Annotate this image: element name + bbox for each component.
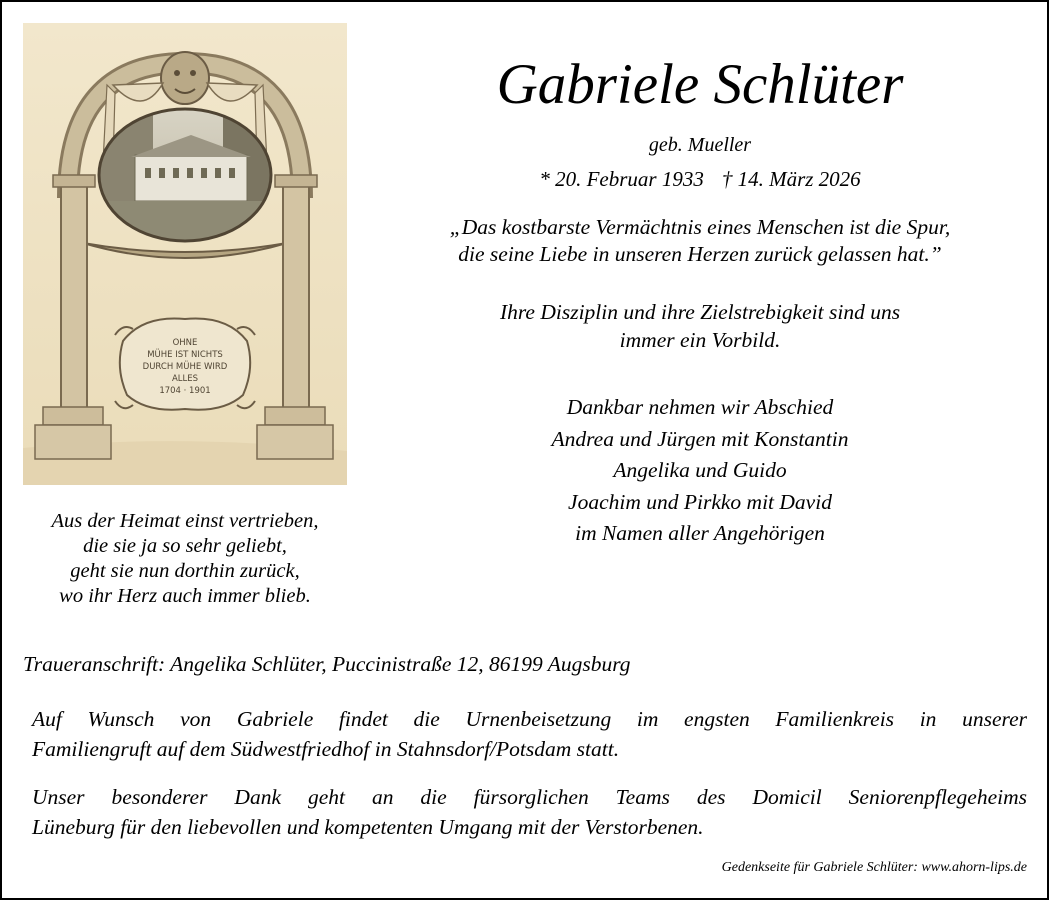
poem-line: die sie ja so sehr geliebt, bbox=[83, 535, 287, 557]
burial-notice bbox=[32, 704, 1027, 764]
inscription-line-3: DURCH MÜHE WIRD bbox=[142, 362, 228, 372]
inscription-line-2: MÜHE IST NICHTS bbox=[147, 350, 223, 360]
family-intro: Dankbar nehmen wir Abschied bbox=[566, 395, 834, 419]
quote-line: die seine Liebe in unseren Herzen zurück gelassen hat.” bbox=[458, 242, 942, 266]
memorial-page-link[interactable]: Gedenkseite für Gabriele Schlüter: www.ahorn-lips.de bbox=[721, 860, 1027, 875]
tribute bbox=[370, 298, 1030, 354]
death-date: † 14. März 2026 bbox=[721, 167, 861, 191]
memorial-gate-drawing bbox=[23, 23, 347, 485]
thanks-notice-line-2: Lüneburg für den liebevollen und kompetenten Umgang mit der Verstorbenen. bbox=[32, 815, 704, 839]
poem-line: wo ihr Herz auch immer blieb. bbox=[59, 585, 311, 607]
family-member: Angelika und Guido bbox=[613, 458, 787, 482]
family-member: Andrea und Jürgen mit Konstantin bbox=[551, 426, 849, 451]
quote bbox=[370, 214, 1030, 268]
thanks-notice-line-1: Unser besonderer Dank geht an die fürsorglichen Teams des Domicil Seniorenpflegeheims bbox=[32, 785, 1027, 809]
family-closing: im Namen aller Angehörigen bbox=[575, 521, 825, 545]
quote-line: „Das kostbarste Vermächtnis eines Menschen ist die Spur, bbox=[449, 215, 951, 239]
inscription-line-5: 1704 · 1901 bbox=[159, 386, 211, 396]
poem-line: Aus der Heimat einst vertrieben, bbox=[51, 510, 319, 532]
mourning-address: Traueranschrift: Angelika Schlüter, Puccinistraße 12, 86199 Augsburg bbox=[23, 652, 631, 676]
thanks-notice bbox=[32, 782, 1027, 842]
burial-notice-line-1: Auf Wunsch von Gabriele findet die Urnenbeisetzung im engsten Familienkreis in unserer bbox=[32, 707, 1027, 731]
birth-name: geb. Mueller bbox=[648, 134, 752, 156]
life-dates bbox=[370, 166, 1030, 192]
inscription-line-1: OHNE bbox=[172, 338, 198, 348]
poem-line: geht sie nun dorthin zurück, bbox=[70, 560, 300, 582]
deceased-name: Gabriele Schlüter bbox=[496, 53, 904, 116]
burial-notice-line-2: Familiengruft auf dem Südwestfriedhof in Stahnsdorf/Potsdam statt. bbox=[32, 737, 620, 761]
inscription-line-4: ALLES bbox=[171, 374, 199, 384]
poem bbox=[23, 509, 347, 609]
family-member: Joachim und Pirkko mit David bbox=[568, 489, 832, 514]
tribute-line: immer ein Vorbild. bbox=[619, 328, 781, 352]
birth-date: * 20. Februar 1933 bbox=[539, 167, 704, 191]
tribute-line: Ihre Disziplin und ihre Zielstrebigkeit sind uns bbox=[499, 300, 901, 324]
family-signature bbox=[370, 392, 1030, 550]
